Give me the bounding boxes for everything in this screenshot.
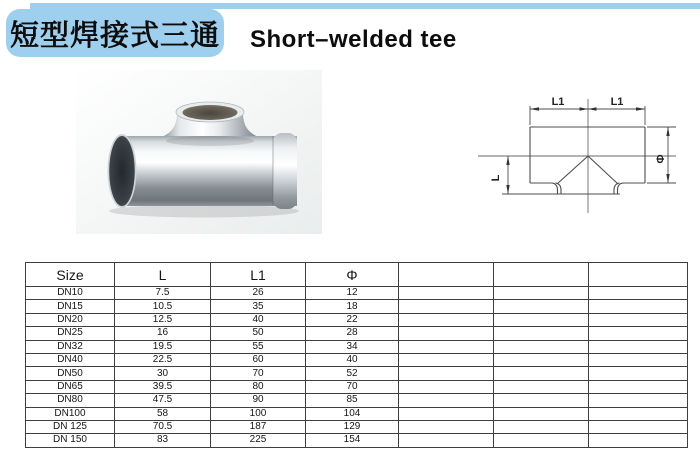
table-cell: 100 bbox=[211, 407, 306, 420]
table-cell: 26 bbox=[211, 287, 306, 300]
table-cell bbox=[399, 327, 494, 340]
page-title-chinese: 短型焊接式三通 bbox=[9, 19, 220, 52]
table-row-DN20 bbox=[26, 313, 688, 326]
table-cell bbox=[399, 353, 494, 366]
table-cell: 104 bbox=[306, 407, 399, 420]
table-row-DN10 bbox=[26, 287, 688, 300]
table-cell: DN80 bbox=[26, 394, 115, 407]
table-cell: 28 bbox=[306, 327, 399, 340]
table-row-DN50 bbox=[26, 367, 688, 380]
table-cell: 154 bbox=[306, 434, 399, 447]
table-cell: 129 bbox=[306, 420, 399, 433]
table-cell: DN65 bbox=[26, 380, 115, 393]
table-cell: 40 bbox=[211, 313, 306, 326]
table-cell: 70.5 bbox=[115, 420, 211, 433]
table-row-DN100 bbox=[26, 407, 688, 420]
table-cell: DN100 bbox=[26, 407, 115, 420]
table-cell: 80 bbox=[211, 380, 306, 393]
table-cell bbox=[589, 367, 688, 380]
diagram-outline bbox=[502, 127, 645, 194]
table-cell: 83 bbox=[115, 434, 211, 447]
branch-weld-shadow bbox=[166, 136, 254, 146]
tee-body bbox=[122, 136, 297, 206]
table-cell: 10.5 bbox=[115, 300, 211, 313]
table-row-DN65 bbox=[26, 380, 688, 393]
dim-label-phi: Φ bbox=[655, 154, 667, 164]
table-cell bbox=[589, 287, 688, 300]
column-header-empty-5 bbox=[494, 263, 589, 287]
column-header-empty-4 bbox=[399, 263, 494, 287]
table-cell bbox=[589, 407, 688, 420]
table-cell: DN 125 bbox=[26, 420, 115, 433]
table-cell: 40 bbox=[306, 353, 399, 366]
table-cell bbox=[589, 394, 688, 407]
table-cell: 18 bbox=[306, 300, 399, 313]
table-cell: DN50 bbox=[26, 367, 115, 380]
table-cell bbox=[589, 434, 688, 447]
table-cell bbox=[494, 407, 589, 420]
chinese-title-box bbox=[6, 9, 224, 57]
table-cell: 34 bbox=[306, 340, 399, 353]
table-cell: 55 bbox=[211, 340, 306, 353]
table-cell bbox=[494, 340, 589, 353]
table-cell: 39.5 bbox=[115, 380, 211, 393]
table-cell: 30 bbox=[115, 367, 211, 380]
table-cell: 47.5 bbox=[115, 394, 211, 407]
header-row bbox=[26, 263, 688, 287]
table-cell bbox=[494, 327, 589, 340]
table-cell: DN20 bbox=[26, 313, 115, 326]
table-cell: 22 bbox=[306, 313, 399, 326]
table-cell: 12.5 bbox=[115, 313, 211, 326]
table-cell bbox=[399, 380, 494, 393]
table-row-DN25 bbox=[26, 327, 688, 340]
table-cell bbox=[589, 380, 688, 393]
table-cell bbox=[494, 380, 589, 393]
table-cell bbox=[494, 287, 589, 300]
table-cell bbox=[589, 353, 688, 366]
column-header-L: L bbox=[115, 263, 211, 287]
table-cell: DN32 bbox=[26, 340, 115, 353]
table-cell bbox=[494, 367, 589, 380]
table-cell: 7.5 bbox=[115, 287, 211, 300]
table-cell bbox=[399, 313, 494, 326]
table-cell: 225 bbox=[211, 434, 306, 447]
table-row-DN80 bbox=[26, 394, 688, 407]
dim-label-l1-right: L1 bbox=[610, 96, 624, 108]
table-cell bbox=[399, 287, 494, 300]
column-header-Φ: Φ bbox=[306, 263, 399, 287]
table-row-DN40 bbox=[26, 353, 688, 366]
table-cell: 58 bbox=[115, 407, 211, 420]
branch-opening-bore bbox=[183, 105, 238, 120]
column-header-Size: Size bbox=[26, 263, 115, 287]
table-cell: 16 bbox=[115, 327, 211, 340]
spec-table bbox=[25, 262, 688, 448]
table-cell bbox=[399, 434, 494, 447]
table-cell: DN10 bbox=[26, 287, 115, 300]
table-row-DN125 bbox=[26, 420, 688, 433]
table-cell: DN15 bbox=[26, 300, 115, 313]
tee-dimension-drawing bbox=[470, 80, 698, 222]
table-cell bbox=[589, 327, 688, 340]
table-cell bbox=[399, 367, 494, 380]
table-cell bbox=[589, 420, 688, 433]
column-header-empty-6 bbox=[589, 263, 688, 287]
dim-label-l1-left: L1 bbox=[551, 96, 565, 108]
table-cell: 70 bbox=[306, 380, 399, 393]
table-cell: DN 150 bbox=[26, 434, 115, 447]
table-cell: 90 bbox=[211, 394, 306, 407]
diagram-dimension-lines bbox=[508, 106, 676, 194]
right-end-rim bbox=[273, 133, 297, 209]
tee-photo-illustration bbox=[76, 70, 322, 234]
page-title-english: Short–welded tee bbox=[250, 26, 457, 53]
table-cell: DN40 bbox=[26, 353, 115, 366]
dimension-diagram bbox=[470, 80, 698, 222]
dim-label-l: L bbox=[490, 174, 502, 182]
table-cell bbox=[494, 353, 589, 366]
table-cell bbox=[399, 394, 494, 407]
table-cell: 70 bbox=[211, 367, 306, 380]
table-cell bbox=[494, 300, 589, 313]
table-row-DN32 bbox=[26, 340, 688, 353]
product-photo bbox=[76, 70, 322, 234]
table-cell: 52 bbox=[306, 367, 399, 380]
table-cell bbox=[399, 407, 494, 420]
spec-table-head bbox=[26, 263, 688, 287]
table-cell bbox=[494, 434, 589, 447]
table-cell bbox=[589, 300, 688, 313]
left-end-bore bbox=[109, 136, 135, 206]
table-cell: DN25 bbox=[26, 327, 115, 340]
table-cell bbox=[494, 420, 589, 433]
table-cell: 85 bbox=[306, 394, 399, 407]
table-cell: 60 bbox=[211, 353, 306, 366]
table-cell: 22.5 bbox=[115, 353, 211, 366]
table-cell: 35 bbox=[211, 300, 306, 313]
table-cell bbox=[589, 313, 688, 326]
table-cell bbox=[494, 394, 589, 407]
table-cell bbox=[399, 420, 494, 433]
table-cell: 187 bbox=[211, 420, 306, 433]
table-cell bbox=[399, 340, 494, 353]
table-cell: 19.5 bbox=[115, 340, 211, 353]
spec-table-body bbox=[26, 287, 688, 448]
table-cell bbox=[399, 300, 494, 313]
table-row-DN15 bbox=[26, 300, 688, 313]
table-row-DN150 bbox=[26, 434, 688, 447]
tee-ground-shadow bbox=[109, 205, 299, 218]
column-header-L1: L1 bbox=[211, 263, 306, 287]
table-cell bbox=[589, 340, 688, 353]
table-cell bbox=[494, 313, 589, 326]
table-cell: 50 bbox=[211, 327, 306, 340]
table-cell: 12 bbox=[306, 287, 399, 300]
